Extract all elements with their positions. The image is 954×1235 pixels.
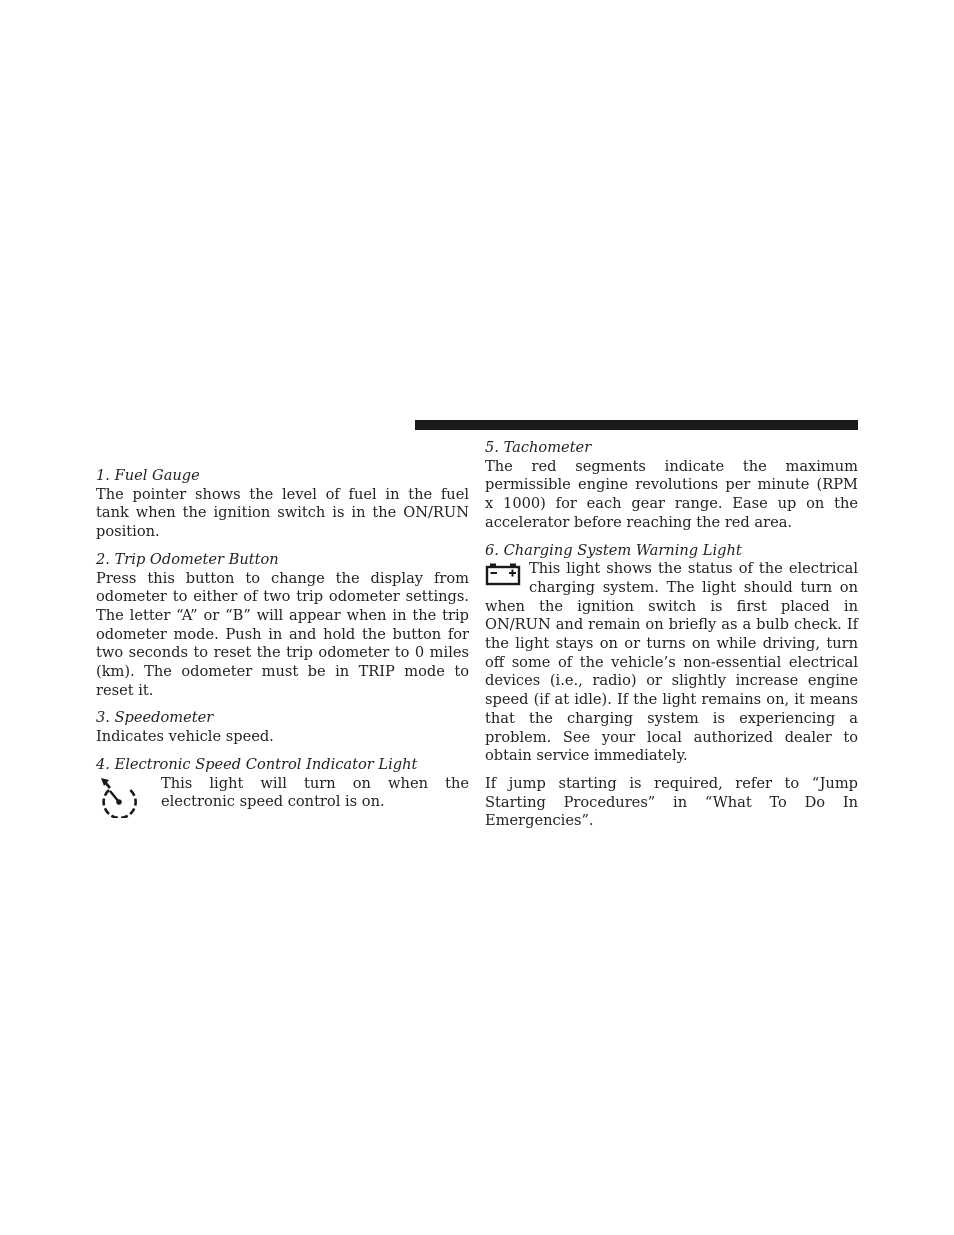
trip-odometer-text: Press this button to change the display from odometer to either of two trip odometer settings. The letter “A” or “B” will appear when in the trip odometer mode. Push in and hold the button for two seconds to reset the trip odometer to 0 miles (km). The odometer must be in TRIP mode to reset it. bbox=[96, 569, 469, 699]
section-header-rule bbox=[415, 420, 858, 430]
tachometer-text: The red segments indicate the maximum permissible engine revolutions per minute (RPM x 1000) for each gear range. Ease up on the accelerator before reaching the red area. bbox=[485, 457, 858, 531]
fuel-gauge-text: The pointer shows the level of fuel in the fuel tank when the ignition switch is in the ON/RUN position. bbox=[96, 485, 469, 541]
charging-system-body bbox=[485, 560, 858, 766]
fuel-gauge-section bbox=[96, 467, 469, 542]
tachometer-heading: 5. Tachometer bbox=[485, 439, 592, 456]
charging-system-heading: 6. Charging System Warning Light bbox=[485, 541, 742, 559]
fuel-gauge-heading: 1. Fuel Gauge bbox=[96, 467, 200, 484]
tachometer-section bbox=[485, 439, 858, 533]
trip-odometer-heading: 2. Trip Odometer Button bbox=[96, 550, 279, 568]
speed-control-body bbox=[96, 775, 469, 820]
speed-control-text: This light will turn on when the electronic speed control is on. bbox=[161, 774, 469, 811]
speedometer-heading: 3. Speedometer bbox=[96, 709, 214, 727]
speed-control-section bbox=[96, 756, 469, 820]
speed-control-icon bbox=[96, 776, 146, 820]
speedometer-text: Indicates vehicle speed. bbox=[96, 728, 274, 746]
jump-start-section bbox=[485, 775, 858, 831]
charging-system-text: This light shows the status of the electrical charging system. The light should turn on when the ignition switch is first placed in ON/RUN and remain on briefly as a bulb check. If the light stays on or turns on while driving, turn off some of the vehicle’s non-essential electrical devices (i.e., radio) or slightly increase engine speed (if at idle). If the light remains on, it means that the charging system is experiencing a problem. See your local authorized dealer to obtain service immediately. bbox=[485, 560, 858, 765]
jump-start-text: If jump starting is required, refer to “Jump Starting Procedures” in “What To Do In Emergencies”. bbox=[485, 774, 858, 830]
right-column bbox=[485, 439, 858, 840]
trip-odometer-section bbox=[96, 551, 469, 701]
left-column bbox=[96, 467, 469, 829]
speed-control-heading: 4. Electronic Speed Control Indicator Light bbox=[96, 755, 418, 773]
speedometer-section bbox=[96, 709, 469, 746]
charging-system-section bbox=[485, 542, 858, 766]
battery-icon bbox=[485, 562, 523, 586]
